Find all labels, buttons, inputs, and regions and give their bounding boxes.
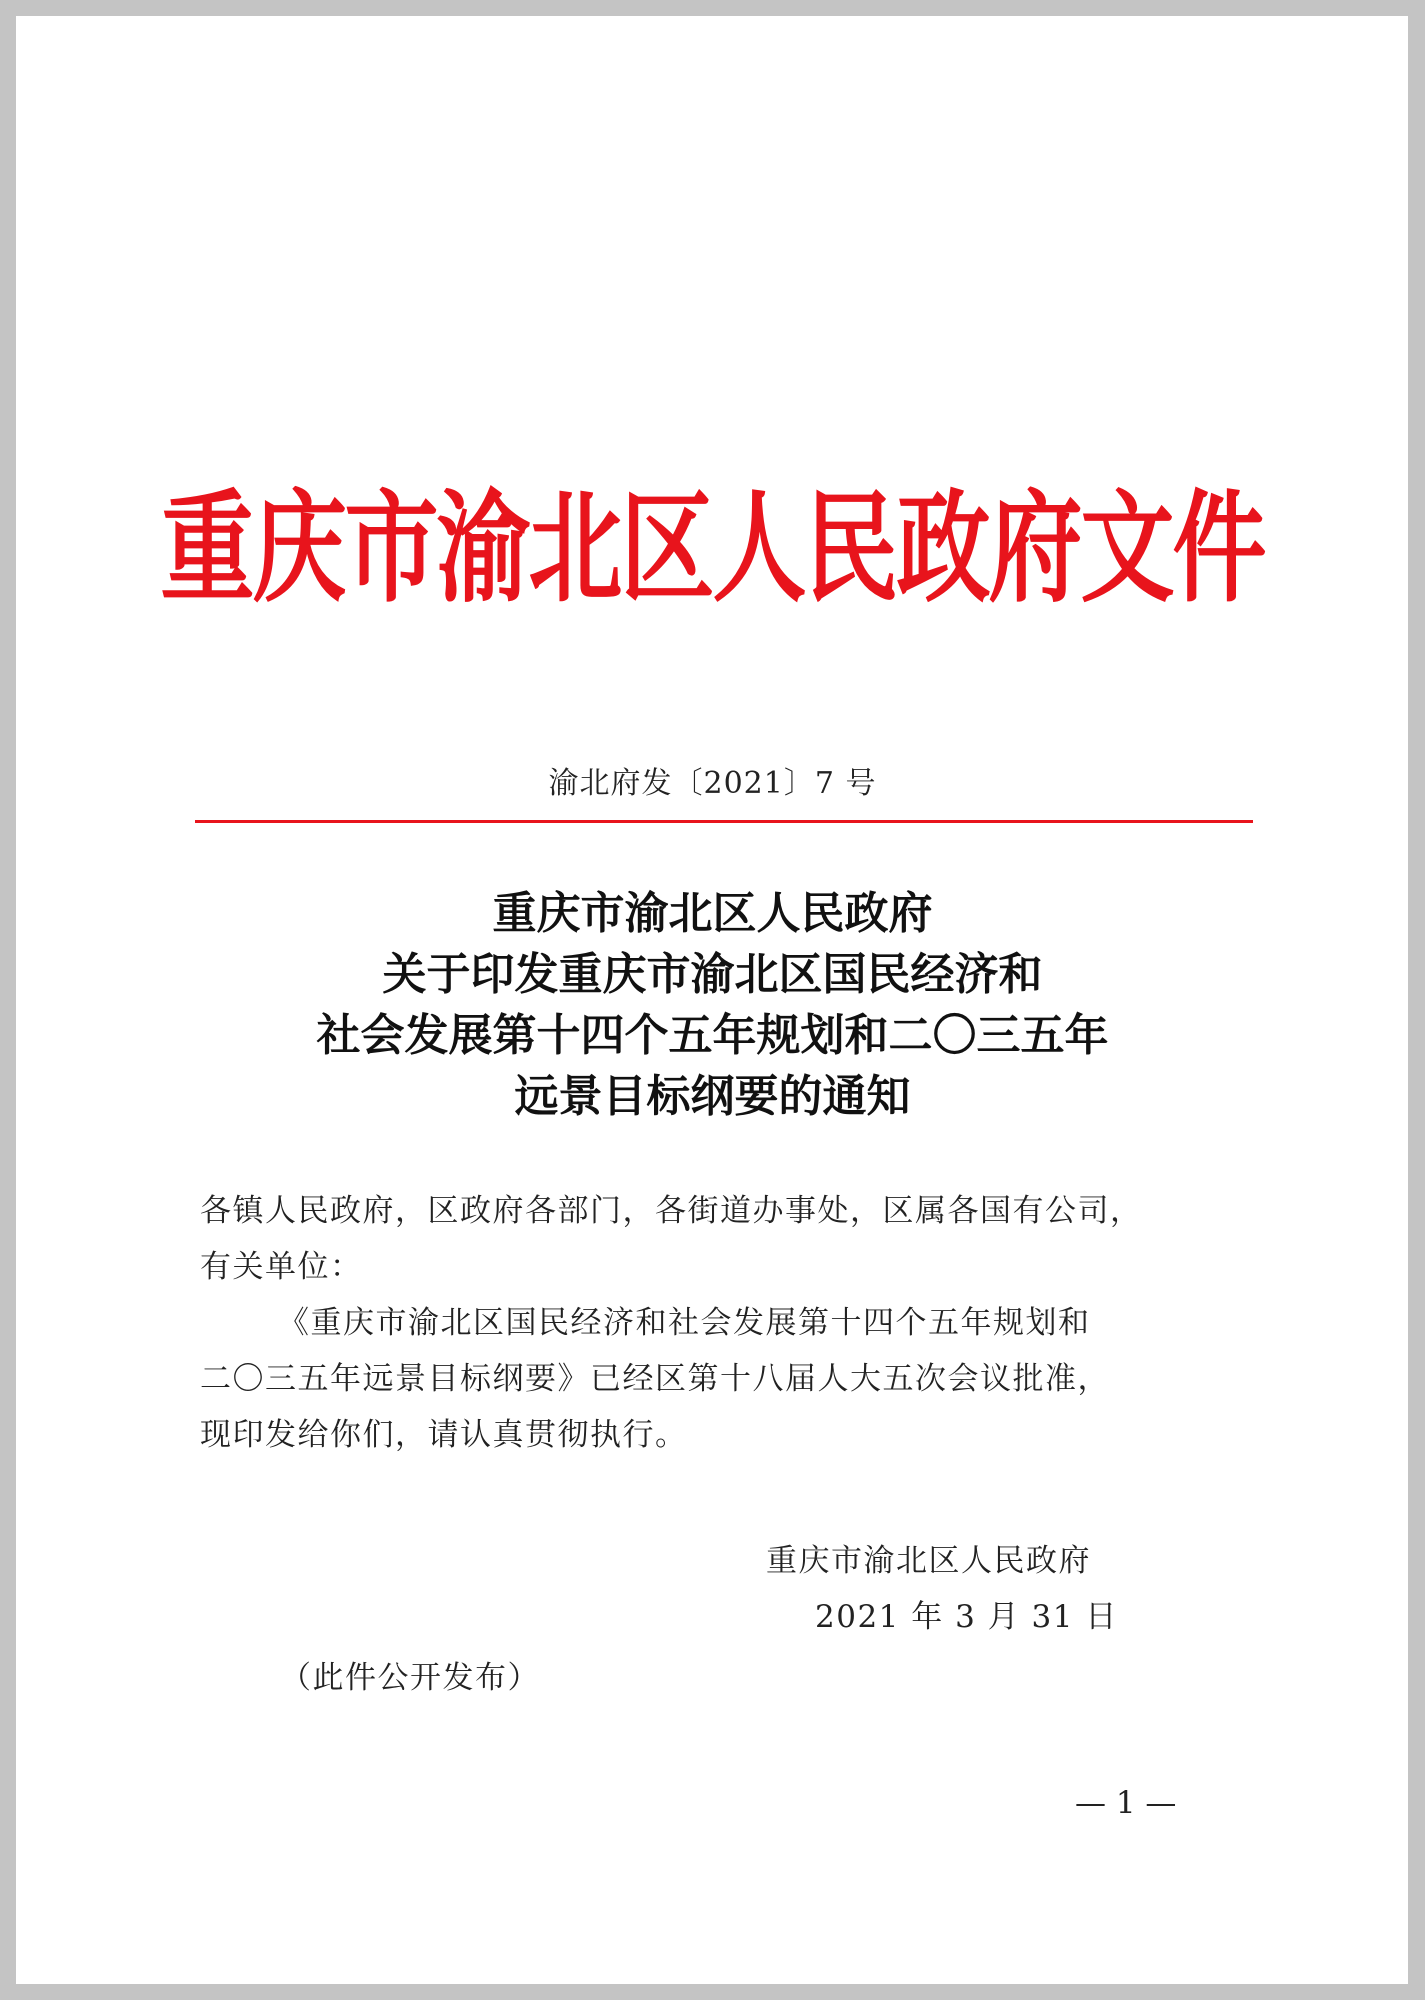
page-number: — 1 — xyxy=(1075,1785,1177,1821)
title-line: 远景目标纲要的通知 xyxy=(514,1071,911,1122)
red-separator-line xyxy=(195,820,1253,823)
body-paragraph-line: 二〇三五年远景目标纲要》已经区第十八届人大五次会议批准， xyxy=(200,1361,1110,1397)
body-paragraph-line: 现印发给你们，请认真贯彻执行。 xyxy=(200,1417,688,1453)
title-line: 重庆市渝北区人民政府 xyxy=(492,888,933,939)
addressee-line: 各镇人民政府，区政府各部门，各街道办事处，区属各国有公司， xyxy=(200,1193,1143,1229)
notice-body xyxy=(200,1183,1260,1463)
addressee-line: 有关单位： xyxy=(200,1249,363,1285)
notice-title xyxy=(0,883,1425,1127)
document-number: 渝北府发〔2021〕7 号 xyxy=(548,766,877,801)
body-paragraph-line: 《重庆市渝北区国民经济和社会发展第十四个五年规划和 xyxy=(278,1305,1091,1341)
title-line: 社会发展第十四个五年规划和二〇三五年 xyxy=(316,1010,1109,1061)
signature-date: 2021 年 3 月 31 日 xyxy=(815,1599,1118,1635)
title-line: 关于印发重庆市渝北区国民经济和 xyxy=(382,949,1043,1000)
masthead-title: 重庆市渝北区人民政府文件 xyxy=(160,479,1265,620)
public-release-note: （此件公开发布） xyxy=(280,1660,540,1696)
signature-organization: 重庆市渝北区人民政府 xyxy=(766,1543,1091,1579)
